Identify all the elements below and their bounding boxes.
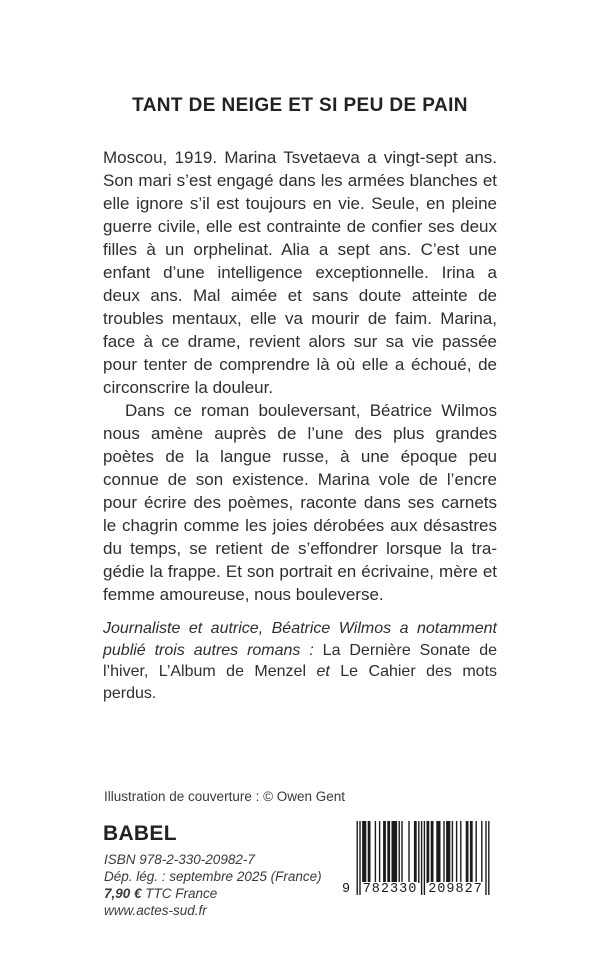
synopsis <box>103 146 497 606</box>
barcode-digits-right: 209827 <box>428 882 483 897</box>
legal-deposit-line: Dép. lég. : septembre 2025 (France) <box>104 869 322 884</box>
price-suffix: TTC France <box>141 886 218 901</box>
barcode-digits-left: 782330 <box>362 882 418 897</box>
publisher-website: www.actes-sud.fr <box>104 903 207 918</box>
price-line <box>104 885 322 902</box>
barcode-digit-first: 9 <box>342 882 352 897</box>
cover-illustration-credit: Illustration de couverture : © Owen Gent <box>104 789 346 804</box>
synopsis-paragraph-1: Moscou, 1919. Marina Tsvetaeva a vingt-sept ans. Son mari s’est engagé dans les armées blanches et elle ignore s’il est toujours en vie. Seule, en pleine guerre civile, elle est contrainte de confier ses deux filles à un orphelinat. Alia a sept ans. C’est une enfant d’une intelligence exceptionnelle. Irina a deux ans. Mal aimée et sans doute atteinte de troubles mentaux, elle va mourir de faim. Marina, face à ce drame, revient alors sur sa vie passée pour tenter de comprendre là où elle a échoué, de circonscrire la douleur. <box>103 148 497 397</box>
isbn-line: ISBN 978-2-330-20982-7 <box>104 852 255 867</box>
bio-book-titles-1: La Dernière Sonate de l’hiver, L’Album de Menzel <box>103 641 498 680</box>
price-value: 7,90 € <box>104 886 142 901</box>
synopsis-paragraph-2: Dans ce roman bouleversant, Béatrice Wilmos nous amène auprès de l’une des plus grandes poètes de la langue russe, à une époque peu connue de son existence. Marina vole de l’encre pour écrire des poèmes, raconte dans ses carnets le chagrin comme les joies dérobées aux désastres du temps, se retient de s’effondrer lorsque la tragédie la frappe. Et son portrait en écrivaine, mère et femme amoureuse, nous bouleverse. <box>103 401 497 604</box>
colophon <box>104 851 322 919</box>
bio-text-italic-2: et <box>306 663 341 680</box>
author-bio <box>103 618 497 704</box>
bio-text-italic-1: Journaliste et autrice, Béatrice Wilmos a notamment publié trois autres romans : <box>103 620 497 659</box>
ean13-barcode <box>342 821 494 905</box>
book-title: TANT DE NEIGE ET SI PEU DE PAIN <box>132 95 468 116</box>
bio-book-titles-2: Le Cahier des mots perdus. <box>103 663 498 702</box>
publisher-imprint-babel: BABEL <box>103 822 177 845</box>
